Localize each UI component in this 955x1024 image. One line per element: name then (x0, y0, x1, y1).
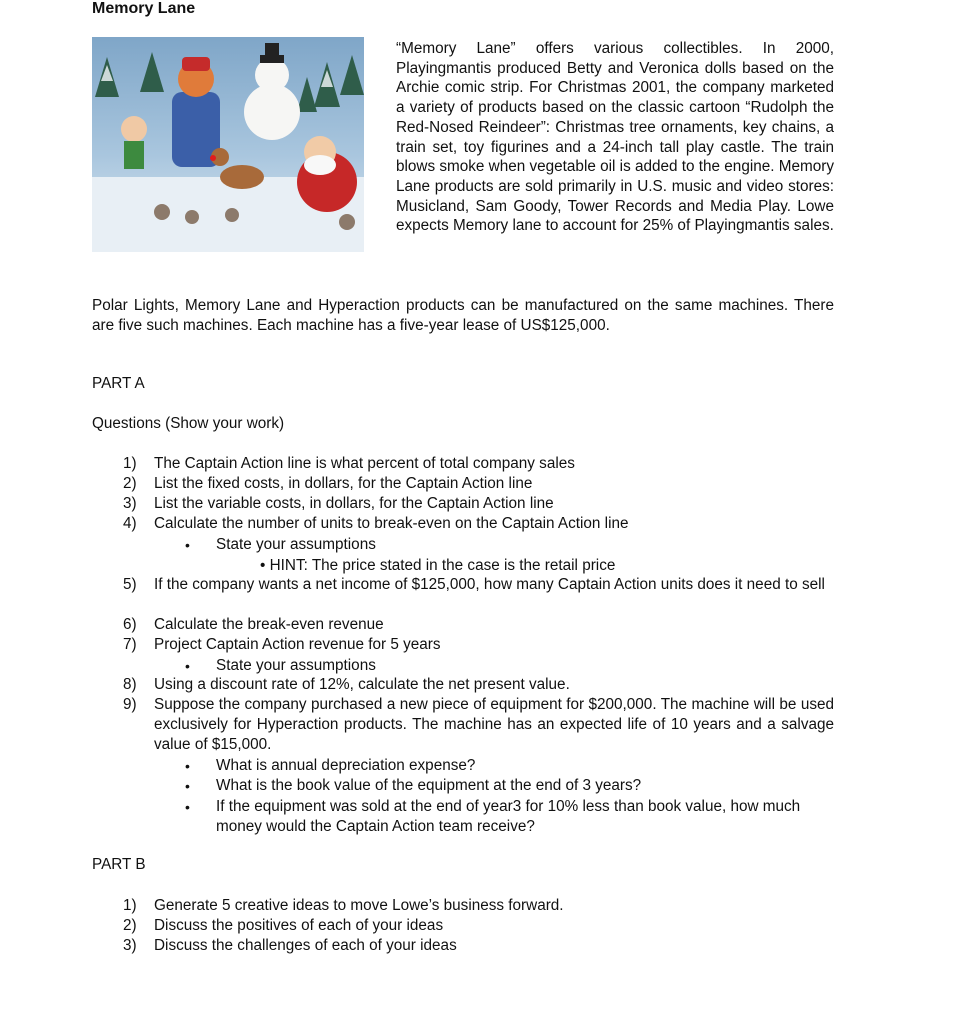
question-number: 7) (123, 636, 137, 653)
question-number: 1) (123, 455, 137, 472)
bullet-text: What is the book value of the equipment at the end of 3 years? (216, 777, 642, 794)
hint-item: • HINT: The price stated in the case is the retail price (260, 557, 616, 574)
question-number: 6) (123, 616, 137, 633)
question-text: The Captain Action line is what percent of total company sales (154, 455, 575, 472)
question-text: Suppose the company purchased a new piece of equipment for $200,000. The machine will be used exclusively for Hyperaction products. The machine has an expected life of 10 years and a salvage value of $15,000. (154, 696, 834, 753)
question-text: Project Captain Action revenue for 5 years (154, 636, 441, 653)
question-number: 5) (123, 576, 137, 593)
question-text: Discuss the positives of each of your ideas (154, 917, 444, 934)
bullet-icon: • (185, 778, 190, 794)
question-number: 8) (123, 676, 137, 693)
bullet-text: What is annual depreciation expense? (216, 757, 476, 774)
intro-paragraph: “Memory Lane” offers various collectibles. In 2000, Playingmantis produced Betty and Veronica dolls based on the Archie comic strip. For Christmas 2001, the company marketed a variety of products based on the classic cartoon “Rudolph the Red-Nosed Reindeer”: Christmas tree ornaments, key chains, a train set, toy figurines and a 24-inch tall play castle. The train blows smoke when vegetable oil is added to the engine. Memory Lane products are sold primarily in U.S. music and video stores: Musicland, Sam Goody, Tower Records and Media Play. Lowe expects Memory lane to account for 25% of Playingmantis sales. (396, 40, 834, 235)
questions-subheading: Questions (Show your work) (92, 415, 285, 432)
question-text: Generate 5 creative ideas to move Lowe’s business forward. (154, 897, 564, 914)
question-text: Discuss the challenges of each of your ideas (154, 937, 457, 954)
bullet-text: If the equipment was sold at the end of year3 for 10% less than book value, how much money would the Captain Action team receive? (216, 798, 801, 835)
bullet-icon: • (185, 658, 190, 674)
bullet-icon: • (185, 758, 190, 774)
question-text: List the variable costs, in dollars, for the Captain Action line (154, 495, 554, 512)
question-text: Calculate the break-even revenue (154, 616, 384, 633)
question-number: 9) (123, 696, 137, 713)
question-text: List the fixed costs, in dollars, for the Captain Action line (154, 475, 533, 492)
question-text: Calculate the number of units to break-even on the Captain Action line (154, 515, 629, 532)
bullet-icon: • (185, 537, 190, 553)
part-b-heading: PART B (92, 856, 146, 873)
rudolph-figurines-photo (92, 37, 364, 252)
bullet-text: State your assumptions (216, 536, 376, 553)
part-a-heading: PART A (92, 375, 145, 392)
question-number: 2) (123, 475, 137, 492)
question-number: 2) (123, 917, 137, 934)
question-text: Using a discount rate of 12%, calculate the net present value. (154, 676, 570, 693)
document-title: Memory Lane (92, 0, 196, 17)
machines-paragraph: Polar Lights, Memory Lane and Hyperaction products can be manufactured on the same machines. There are five such machines. Each machine has a five-year lease of US$125,000. (92, 297, 834, 334)
bullet-text: State your assumptions (216, 657, 376, 674)
question-number: 4) (123, 515, 137, 532)
photo-illustration (92, 37, 364, 252)
question-number: 3) (123, 937, 137, 954)
question-text: If the company wants a net income of $125,000, how many Captain Action units does it need to sell (154, 576, 825, 593)
question-number: 1) (123, 897, 137, 914)
question-number: 3) (123, 495, 137, 512)
bullet-icon: • (185, 799, 190, 815)
